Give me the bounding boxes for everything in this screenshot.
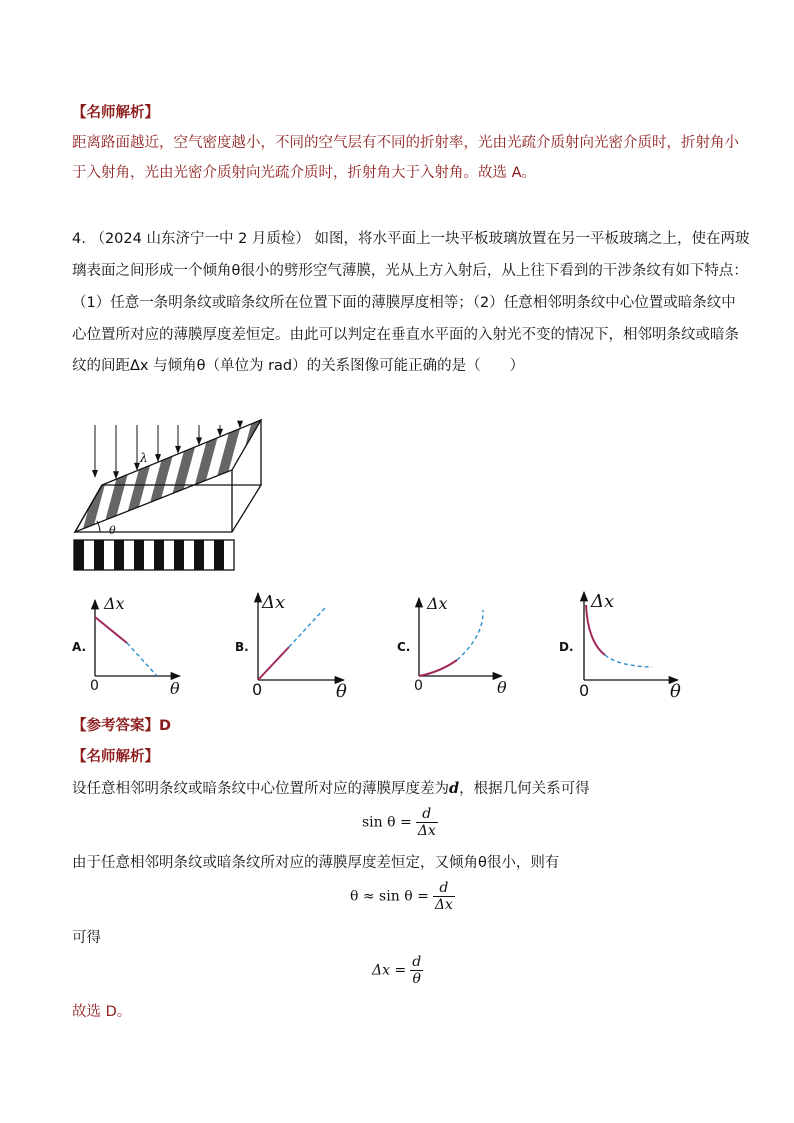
option-a-label[interactable]: A. (72, 640, 87, 654)
question-line: 心位置所对应的薄膜厚度差恒定。由此可以判定在垂直水平面的入射光不变的情况下，相邻明条纹或暗条 (72, 327, 739, 343)
dashed-curve (289, 608, 325, 647)
solid-curve (586, 605, 605, 655)
graph-a[interactable] (90, 594, 180, 698)
reference-answer: 【参考答案】D (72, 718, 172, 734)
eq-den: Δx (434, 897, 453, 913)
analysis-heading-2: 【名师解析】 (72, 749, 159, 765)
var-d: d (449, 780, 460, 797)
question-line: 纹的间距Δx 与倾角θ（单位为 rad）的关系图像可能正确的是（ ） (72, 358, 525, 374)
solid-curve (419, 660, 457, 676)
theta-label: θ (109, 524, 116, 537)
eq-num: d (439, 880, 449, 896)
analysis-line: 距离路面越近，空气密度越小，不同的空气层有不同的折射率，光由光疏介质射向光密介质时，折射角小 (72, 135, 739, 151)
question-line: （1）任意一条明条纹或暗条纹所在位置下面的薄膜厚度相等；（2）任意相邻明条纹中心位置或暗条纹中 (72, 295, 736, 311)
analysis-line: 于入射角，光由光密介质射向光疏介质时，折射角大于入射角。故选 A。 (72, 165, 537, 181)
option-d-label[interactable]: D. (559, 640, 574, 654)
explanation-text: 设任意相邻明条纹或暗条纹中心位置所对应的薄膜厚度差为 (72, 781, 449, 797)
eq-lhs: sin θ = (362, 814, 412, 831)
option-c-label[interactable]: C. (397, 640, 411, 654)
dashed-curve (457, 610, 483, 660)
graph-c[interactable] (414, 594, 507, 697)
x-axis-label: θ (670, 681, 681, 702)
solid-curve (95, 617, 127, 643)
origin-label: 0 (579, 681, 590, 700)
eq-lhs: θ ≈ sin θ = (350, 888, 429, 905)
y-axis-label: Δx (591, 591, 615, 612)
x-axis-label: θ (336, 681, 347, 702)
equation-1 (362, 806, 438, 839)
explanation-line: 由于任意相邻明条纹或暗条纹所对应的薄膜厚度差恒定，又倾角θ很小，则有 (72, 855, 560, 871)
x-axis-label: θ (497, 678, 507, 697)
solid-curve (258, 647, 289, 680)
equation-3 (372, 954, 423, 987)
option-b-label[interactable]: B. (235, 640, 249, 654)
explanation-line: 可得 (72, 930, 101, 946)
explanation-line (72, 779, 590, 799)
origin-label: 0 (414, 678, 423, 694)
y-axis-label: Δx (427, 594, 448, 613)
eq-den: Δx (417, 823, 436, 839)
explanation-text: ，根据几何关系可得 (459, 781, 590, 797)
y-axis-label: Δx (262, 592, 286, 613)
graph-b[interactable] (252, 592, 347, 702)
graph-d[interactable] (579, 591, 681, 702)
dashed-curve (127, 643, 157, 676)
x-axis-label: θ (170, 679, 180, 698)
lambda-label: λ (140, 451, 148, 465)
eq-den: θ (410, 970, 423, 987)
question-line: 璃表面之间形成一个倾角θ很小的劈形空气薄膜，光从上方入射后，从上往下看到的干涉条纹有如下特点： (72, 263, 748, 279)
origin-label: 0 (90, 678, 99, 694)
origin-label: 0 (252, 680, 263, 699)
dashed-curve (605, 655, 652, 667)
eq-num: d (412, 954, 422, 970)
equation-2 (350, 880, 455, 913)
eq-num: d (422, 806, 432, 822)
y-axis-label: Δx (104, 594, 125, 613)
conclusion-line: 故选 D。 (72, 1004, 132, 1020)
question-line: 4. （2024 山东济宁一中 2 月质检） 如图，将水平面上一块平板玻璃放置在另一平板玻璃之上，使在两玻 (72, 231, 750, 247)
eq-lhs: Δx = (372, 962, 407, 979)
analysis-heading-1: 【名师解析】 (72, 105, 159, 121)
